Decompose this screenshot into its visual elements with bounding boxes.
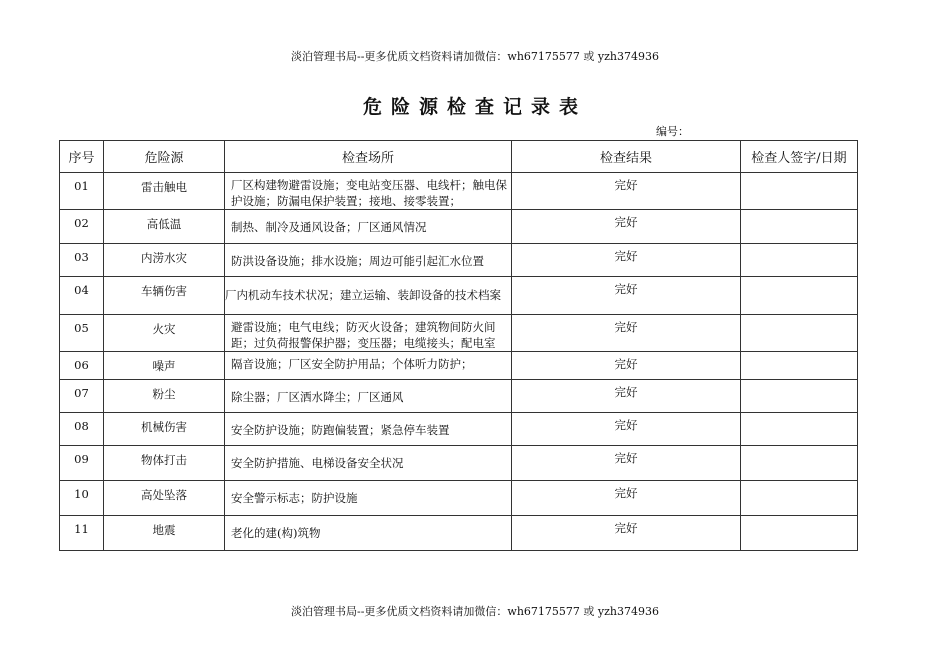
hazard-cell: 噪声 bbox=[104, 352, 225, 380]
hazard-cell: 物体打击 bbox=[104, 446, 225, 481]
table-row bbox=[60, 244, 858, 277]
place-cell: 防洪设备设施；排水设施；周边可能引起汇水位置 bbox=[225, 244, 512, 277]
table-header-row bbox=[60, 141, 858, 173]
header-place: 检查场所 bbox=[225, 141, 512, 173]
row-number: 05 bbox=[60, 315, 104, 352]
table-row bbox=[60, 446, 858, 481]
signature-cell[interactable] bbox=[741, 277, 858, 315]
result-cell: 完好 bbox=[512, 481, 741, 516]
table-row bbox=[60, 380, 858, 413]
header-no: 序号 bbox=[60, 141, 104, 173]
hazard-cell: 地震 bbox=[104, 516, 225, 551]
signature-cell[interactable] bbox=[741, 352, 858, 380]
table-row bbox=[60, 413, 858, 446]
result-cell: 完好 bbox=[512, 244, 741, 277]
row-number: 06 bbox=[60, 352, 104, 380]
signature-cell[interactable] bbox=[741, 173, 858, 210]
place-cell: 厂内机动车技术状况；建立运输、装卸设备的技术档案 bbox=[225, 277, 512, 315]
result-cell: 完好 bbox=[512, 380, 741, 413]
place-cell: 老化的建(构)筑物 bbox=[225, 516, 512, 551]
table-row bbox=[60, 352, 858, 380]
watermark-header: 淡泊管理书局--更多优质文档资料请加微信：wh67175577 或 yzh374936 bbox=[291, 50, 659, 63]
hazard-cell: 高处坠落 bbox=[104, 481, 225, 516]
row-number: 02 bbox=[60, 210, 104, 244]
table-row bbox=[60, 516, 858, 551]
row-number: 11 bbox=[60, 516, 104, 551]
signature-cell[interactable] bbox=[741, 446, 858, 481]
hazard-cell: 车辆伤害 bbox=[104, 277, 225, 315]
signature-cell[interactable] bbox=[741, 315, 858, 352]
row-number: 09 bbox=[60, 446, 104, 481]
hazard-cell: 机械伤害 bbox=[104, 413, 225, 446]
header-hazard: 危险源 bbox=[104, 141, 225, 173]
row-number: 03 bbox=[60, 244, 104, 277]
document-title: 危险源检查记录表 bbox=[362, 96, 587, 118]
signature-cell[interactable] bbox=[741, 413, 858, 446]
result-cell: 完好 bbox=[512, 446, 741, 481]
hazard-cell: 内涝水灾 bbox=[104, 244, 225, 277]
row-number: 04 bbox=[60, 277, 104, 315]
signature-cell[interactable] bbox=[741, 380, 858, 413]
place-cell: 安全防护设施；防跑偏装置；紧急停车装置 bbox=[225, 413, 512, 446]
header-result: 检查结果 bbox=[512, 141, 741, 173]
signature-cell[interactable] bbox=[741, 516, 858, 551]
inspection-table bbox=[59, 140, 858, 551]
result-cell: 完好 bbox=[512, 277, 741, 315]
place-cell: 安全防护措施、电梯设备安全状况 bbox=[225, 446, 512, 481]
table-row bbox=[60, 277, 858, 315]
signature-cell[interactable] bbox=[741, 481, 858, 516]
result-cell: 完好 bbox=[512, 516, 741, 551]
table-row bbox=[60, 481, 858, 516]
row-number: 01 bbox=[60, 173, 104, 210]
result-cell: 完好 bbox=[512, 210, 741, 244]
code-label: 编号： bbox=[656, 125, 689, 138]
place-cell: 安全警示标志；防护设施 bbox=[225, 481, 512, 516]
table-row bbox=[60, 173, 858, 210]
result-cell: 完好 bbox=[512, 315, 741, 352]
place-cell: 避雷设施；电气电线；防灭火设备；建筑物间防火间距；过负荷报警保护器；变压器；电缆接头；配电室 bbox=[225, 315, 512, 352]
signature-cell[interactable] bbox=[741, 210, 858, 244]
signature-cell[interactable] bbox=[741, 244, 858, 277]
place-cell: 除尘器；厂区洒水降尘；厂区通风 bbox=[225, 380, 512, 413]
table-row bbox=[60, 315, 858, 352]
result-cell: 完好 bbox=[512, 352, 741, 380]
place-cell: 制热、制冷及通风设备；厂区通风情况 bbox=[225, 210, 512, 244]
table-row bbox=[60, 210, 858, 244]
header-sign: 检查人签字/日期 bbox=[741, 141, 858, 173]
place-cell: 隔音设施；厂区安全防护用品；个体听力防护； bbox=[225, 352, 512, 380]
watermark-footer: 淡泊管理书局--更多优质文档资料请加微信：wh67175577 或 yzh374936 bbox=[291, 605, 659, 618]
hazard-cell: 雷击触电 bbox=[104, 173, 225, 210]
result-cell: 完好 bbox=[512, 413, 741, 446]
row-number: 10 bbox=[60, 481, 104, 516]
hazard-cell: 高低温 bbox=[104, 210, 225, 244]
hazard-cell: 粉尘 bbox=[104, 380, 225, 413]
row-number: 07 bbox=[60, 380, 104, 413]
row-number: 08 bbox=[60, 413, 104, 446]
result-cell: 完好 bbox=[512, 173, 741, 210]
hazard-cell: 火灾 bbox=[104, 315, 225, 352]
place-cell: 厂区构建物避雷设施；变电站变压器、电线杆；触电保护设施；防漏电保护装置；接地、接零装置； bbox=[225, 173, 512, 210]
